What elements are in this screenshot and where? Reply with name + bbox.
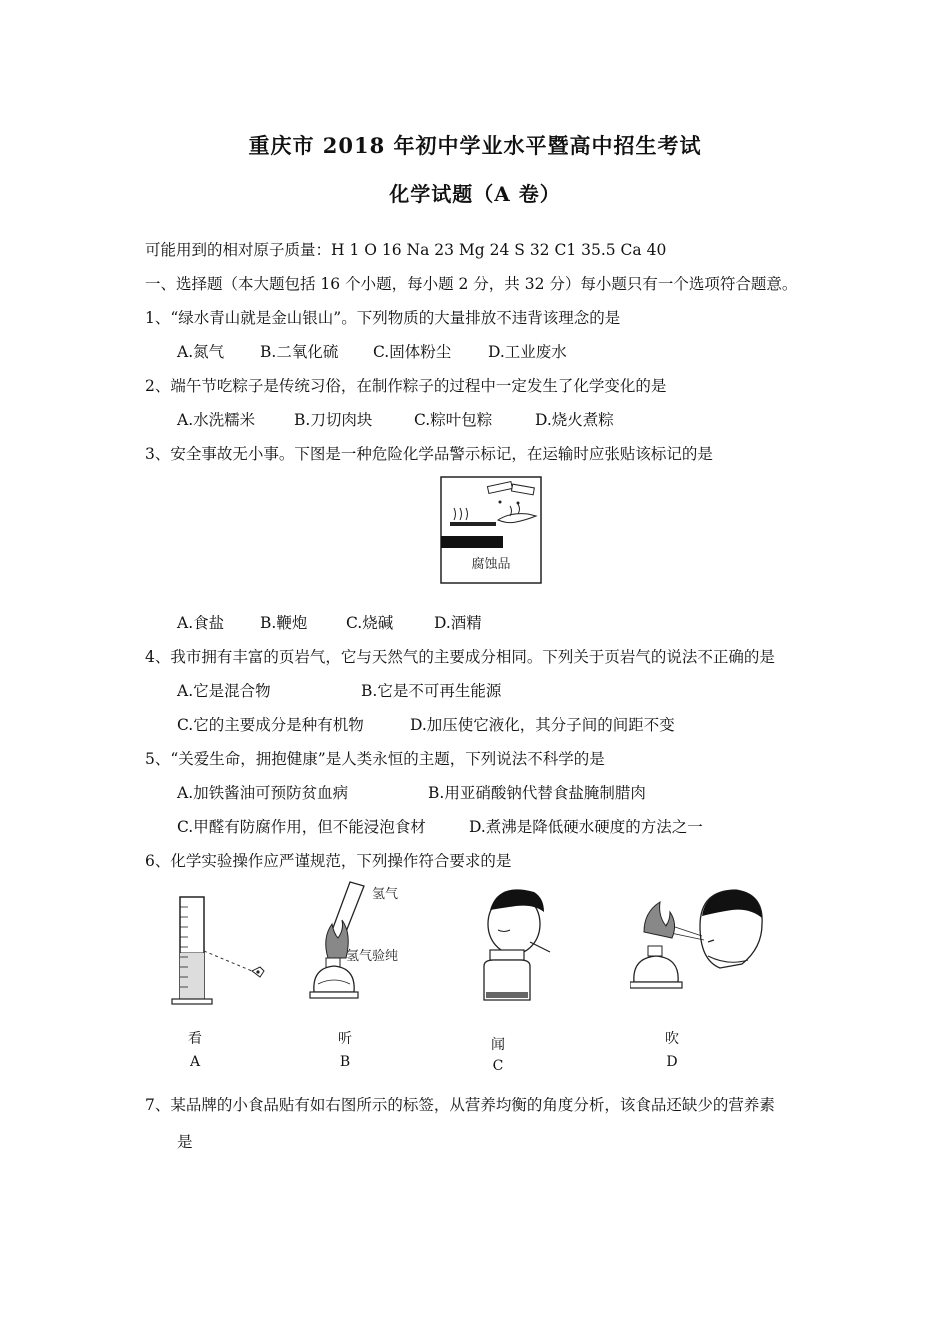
question-6-stem: 6、化学实验操作应严谨规范，下列操作符合要求的是	[145, 852, 512, 870]
figure-d-verb: 吹	[665, 1031, 679, 1047]
figure-a-letter: A	[189, 1054, 201, 1070]
corrosive-hazard-icon	[440, 476, 542, 584]
figure-b-hydrogen-test	[300, 880, 430, 1015]
section-heading: 一、选择题（本大题包括 16 个小题，每小题 2 分，共 32 分）每小题只有一个选项符合题意。	[145, 275, 798, 293]
q4-option-d: D.加压使它液化，其分子间的间距不变	[410, 716, 675, 734]
question-2-stem: 2、端午节吃粽子是传统习俗，在制作粽子的过程中一定发生了化学变化的是	[145, 377, 667, 395]
hydrogen-test-label: 氢气验纯	[346, 949, 399, 964]
figure-a-cylinder	[170, 893, 280, 1013]
q5-option-d: D.煮沸是降低硬水硬度的方法之一	[469, 818, 703, 836]
atomic-mass-line: 可能用到的相对原子质量：H 1 O 16 Na 23 Mg 24 S 32 C1 35.5 Ca 40	[145, 241, 667, 259]
q4-option-a: A.它是混合物	[177, 682, 271, 700]
blowing-lamp-icon	[630, 886, 765, 1016]
question-7-stem-continued: 是	[177, 1133, 193, 1151]
figure-d-blowing	[630, 886, 765, 1016]
question-4-stem: 4、我市拥有丰富的页岩气，它与天然气的主要成分相同。下列关于页岩气的说法不正确的是	[145, 648, 775, 666]
q5-option-c: C.甲醛有防腐作用，但不能浸泡食材	[177, 818, 426, 836]
figure-c-verb: 闻	[491, 1037, 505, 1053]
q2-option-b: B.刀切肉块	[294, 411, 373, 429]
question-5-stem: 5、“关爱生命，拥抱健康”是人类永恒的主题，下列说法不科学的是	[145, 750, 605, 768]
q1-option-d: D.工业废水	[488, 343, 567, 361]
q2-option-d: D.烧火煮粽	[535, 411, 614, 429]
alcohol-lamp-test-tube-icon	[300, 880, 430, 1015]
q4-option-b: B.它是不可再生能源	[361, 682, 502, 700]
q1-option-a: A.氮气	[177, 343, 225, 361]
q2-option-a: A.水洗糯米	[177, 411, 256, 429]
figure-c-smelling	[470, 880, 560, 1015]
graduated-cylinder-icon	[170, 893, 280, 1013]
figure-b-verb: 听	[338, 1031, 352, 1047]
q1-option-c: C.固体粉尘	[373, 343, 452, 361]
figure-c-letter: C	[492, 1058, 504, 1074]
q3-option-d: D.酒精	[434, 614, 482, 632]
corrosive-warning-sign	[440, 476, 542, 584]
exam-subtitle: 化学试题（A 卷）	[389, 182, 561, 206]
figure-d-letter: D	[666, 1054, 678, 1070]
q4-option-c: C.它的主要成分是种有机物	[177, 716, 364, 734]
sign-label: 腐蚀品	[471, 557, 511, 572]
q5-option-b: B.用亚硝酸钠代替食盐腌制腊肉	[428, 784, 646, 802]
q3-option-a: A.食盐	[177, 614, 225, 632]
question-7-stem: 7、某品牌的小食品贴有如右图所示的标签，从营养均衡的角度分析，该食品还缺少的营养素	[145, 1096, 775, 1114]
q3-option-c: C.烧碱	[346, 614, 394, 632]
q3-option-b: B.鞭炮	[260, 614, 308, 632]
q5-option-a: A.加铁酱油可预防贫血病	[177, 784, 349, 802]
figure-b-letter: B	[339, 1054, 351, 1070]
smelling-bottle-icon	[470, 880, 560, 1015]
exam-title: 重庆市 2018 年初中学业水平暨高中招生考试	[248, 133, 702, 158]
q2-option-c: C.粽叶包粽	[414, 411, 493, 429]
figure-a-verb: 看	[188, 1031, 202, 1047]
question-1-stem: 1、“绿水青山就是金山银山”。下列物质的大量排放不违背该理念的是	[145, 309, 621, 327]
q1-option-b: B.二氧化硫	[260, 343, 339, 361]
hydrogen-label: 氢气	[372, 887, 399, 902]
question-3-stem: 3、安全事故无小事。下图是一种危险化学品警示标记，在运输时应张贴该标记的是	[145, 445, 713, 463]
